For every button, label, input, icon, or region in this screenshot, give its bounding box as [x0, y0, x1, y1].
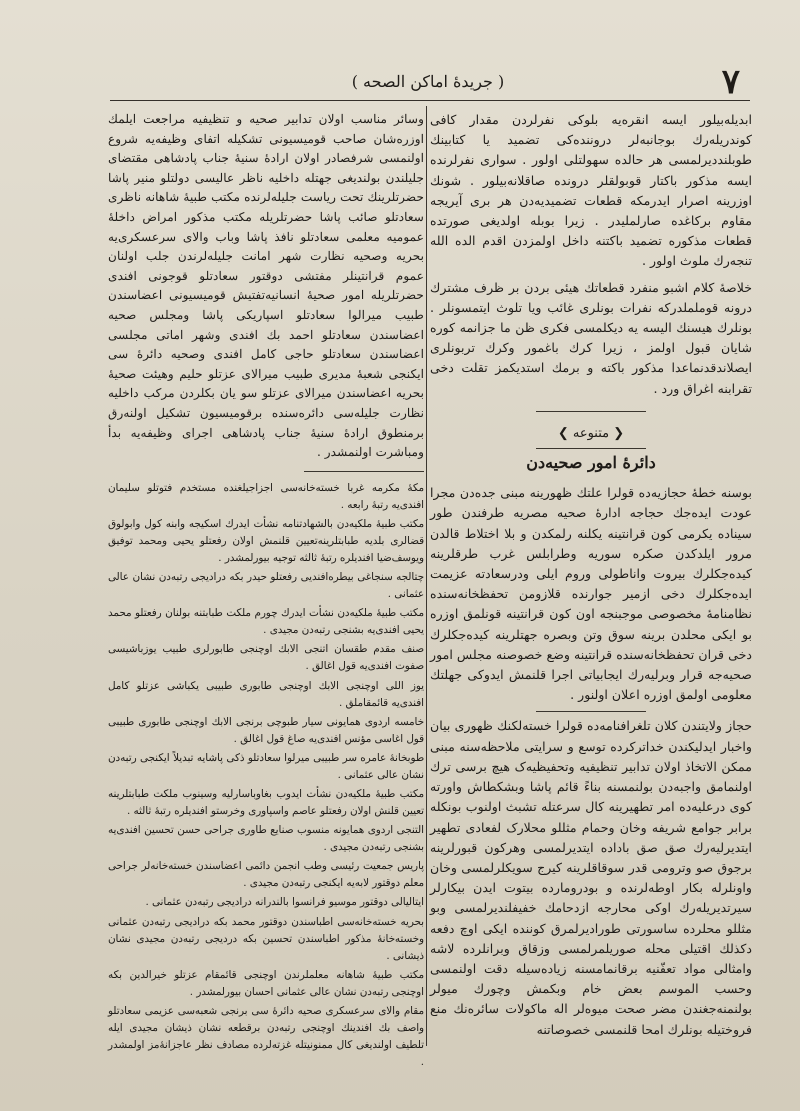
right-column	[430, 110, 752, 1040]
page-number: ٧	[721, 62, 740, 102]
appointment-item: مقام والای سرعسکری صحیه دائرهٔ سی برنجی شعبه‌سی عزیمی سعادتلو واصف بك افندینك اوچنجی رتبه‌دن برقطعه نشان ذیشان مجیدی ایله تلطیف اولندیغی کال ممنونیتله غزته‌لرده مصادف نظر عاجزانهٔ‌مز اولمشدر .	[108, 1004, 424, 1069]
appointment-item: طوبخانهٔ عامره سر طبیبی میرلوا سعادتلو ذکی پاشایه تبدیلاً ایکنجی رتبه‌دن نشان عالی عثمانی .	[108, 751, 424, 781]
header-rule	[110, 100, 750, 101]
appointment-item: التنجی اردوی همایونه منسوب صنایع طاوری جراحی حسن تحسین افندی‌یه بشنجی رتبه‌دن مجیدی .	[108, 824, 424, 854]
appointment-item: پاریس جمعیت رئیسی وطب انجمن دائمی اعضاسندن خسته‌خانه‌لر جراحی معلم دوقتور لابه‌یه ایکنجی رتبه‌دن مجیدی .	[108, 860, 424, 890]
appointment-item: مکتب طبیهٔ شاهانه معلملرندن اوچنجی قائمقام عزتلو خیرالدین بکه اوچنجی رتبه‌دن نشان عالی عثمانی احسان بیورلمشدر .	[108, 968, 424, 998]
appointment-item: مکتب طبیهٔ ملکیه‌دن بالشهادتنامه نشأت ایدرك اسکیجه وابنه کول وابولوق قضالری بلدیه طبابتلرینه‌تعیین قلنمش اولان رفعتلو یحیی ومحمد توفیق ویوسف‌ضیا افندیلره رتبهٔ ثالثه توجیه بیورلمشدر .	[108, 517, 424, 564]
section-rule-top	[536, 411, 646, 412]
appointment-item: مکهٔ مکرمه غربا خسته‌خانه‌سی اجزاجیلغنده مستخدم فتوتلو سلیمان افندی‌یه رتبهٔ رابعه .	[108, 481, 424, 511]
newspaper-title: ( جريدهٔ اماکن الصحه )	[351, 72, 505, 91]
section-ornament: ❮ متنوعه ❯	[557, 425, 625, 441]
section-heading: دائرهٔ امور صحیه‌دن	[526, 453, 656, 473]
appointment-item: صنف مقدم طقسان اتنجی الابك اوچنجی طابورلری طبیب یوزباشیسی صفوت افندی‌یه قول اغالق .	[108, 643, 424, 673]
appointment-item: خامسه اردوی همایونی سیار طبوچی برنجی الابك اوچنجی طابوری طبیبی قول اغاسی مؤنس افندی‌یه صاغ قول اغالق .	[108, 715, 424, 745]
appointment-item: مکتب طبیهٔ ملکیه‌دن نشأت ایدوب بغاوباسارلیه وسینوب ملکت طبابتلرینه تعیین قلنش اولان رفعتلو عاصم واسپاوری وخرستو افندیلره رتبهٔ ثالثه .	[108, 788, 424, 818]
appointment-item: بحریه خسته‌خانه‌سی اطباسندن دوقتور محمد بکه درادیجی رتبه‌دن عثمانی وخسته‌خانهٔ مذکور اطباسندن تحسین بکه دردیجی رتبه‌دن مجیدی نشان ذیشانی .	[108, 915, 424, 962]
appointment-item: چتالجه سنجاغی بیطره‌افندیی رفعتلو حیدر بکه درادیجی رتبه‌دن نشان عالی عثمانی .	[108, 571, 424, 601]
column-divider	[426, 106, 427, 1046]
appointment-item: یوز اللی اوچنجی الابك اوچنجی طابوری طبیبی یکباشی عزتلو کامل افندی‌یه قائمقاملق .	[108, 679, 424, 709]
commission-paragraph: وسائر مناسب اولان تدابیر صحیه و تنظیفیه مراجعت ایلمك اوزره‌شان صاحب قومیسیونی تشکیله اتفای وظیفه‌یه شروع اولنمسی شرفصادر اولان ارادهٔ سنیهٔ جناب پادشاهی مقتضای جلیلندن بولندیغی جهتله داخلیه ناظر عالیسی دولتلو منیر پاشا حضرتلرینك تحت ریاست جلیله‌لرنده مکتب طبیهٔ شاهانه ناظری سعادتلو صائب پاشا حضرتلریله مکتب مذکور امراض داخلهٔ عمومیه معلمی سعادتلو نافذ پاشا وباب والای سرعسکری‌یه بحریه وصحیه نظارت شهر امانت جلیله‌لرندن جلب اولنان عموم قرانتینلر مفتشی دوقتور سعادتلو قوجونی افندی حضرتلریله امور صحیهٔ انسانیه‌تفتیش قومیسیونی اعضاسندن طبیب میرالوا سعادتلو اسپاریکی پاشا ومجلس صحیه اعضاسندن سعادتلو احمد بك افندی وشهر اماتی مجلسی اعضاسندن سعادتلو حاجی کامل افندی وصحیه دائرهٔ سی ایکنجی شعبهٔ مدیری طبیب میرالای عزتلو حلیم وهیئت صحیهٔ بحریه اعضاسندن میرالای عزتلو سو یان بکلردن مرکب داخلیه نظارت جلیله‌سی دائره‌سنده برقومیسیون تشکیل اولنه‌رق برمنطوق ارادهٔ سنیهٔ جناب پادشاهی اجرای وظیفه‌یه بدأ ومباشرت اولنمشدر .	[108, 112, 424, 460]
hijaz-cholera-paragraph: حجاز ولایتندن کلان تلغرافنامه‌ده قولرا خسته‌لکنك ظهوری بیان واخبار ایدلیکندن خداترکرده توسع و سرایتی ملاحظه‌سنه مبنی ممکن الاتخاذ اولان تدابیر تنظیفیه وتحفیظیه‌ک هیچ برسی ترك اولنمامق واجبه‌دن بولنمسنه بناءً قائم پاشا وبشکطاش واورته کوی درعلیه‌ده امر تطهیرینه کال سرعتله تشبث اولنوب بونکله برابر جوامع شریفه وخان وحمام مثللو محلارک لفعادی تطهیر ایتدیرلیه‌رك صق صق باداده ایتدیرلمسی وهرکون قبورلرینه برجوق صو وترومی قدر سوقاقلرینه کیرج سویکلرلمسی وخان واونلرله بکار اوطه‌لرنده و بودرومارده بیتوت ایدن بیکارلر سیرتدیریله‌رك اوکی محارجه ازدحامك خفیفلندیرلمسی وبو مثللو محلرده ساسورتی طورادیرلمرق کوننده ایکی اوچ دفعه دکذلك اقتیلی محله صوریلمرلمسی وزقاق وبرانلرده لاشه وامثالی مواد تعفّنیه برقانمامسنه زیاده‌سیله دقت اولنمسی وحسب الموسم بعض خام وبکمش وچورك میولر بولنمنه‌جغندن مضر صحت میوه‌لر اله ماکولات سائره‌نك منع فروختیله بونلرك امحا قلنمسی خصوصاتنه	[430, 718, 752, 1037]
appointment-item: مکتب طبیهٔ ملکیه‌دن نشأت ایدرك چورم ملکت طبابتنه بولنان رفعتلو محمد یحیی افندی‌یه بشنجی رتبه‌دن مجیدی .	[108, 607, 424, 637]
announcement-divider	[536, 711, 646, 712]
page-header	[108, 62, 748, 102]
intro-paragraph-1: ابدیله‌بیلور ایسه انقره‌یه بلوکی نفرلردن مقدار کافی کوندریله‌رك بوجانبه‌لر دروننده‌کی تضمید یا کتابینك طوبلنددیرلمسی هر حالده سهولتلی اولور . سواری نفرلرنده ایسه مذکور باکتار قوبولقلر درونده صاقلانه‌بیلور . شونك اوزرینه اصرار ایدرمکه قطعات تضمیدیه‌دن هر بری آیریجه مقاوم برکاغده صارلملیدر . زیرا بوبله اولدیغی صورتده قطعات مذکوره تضمید باکتنه داخل اولمزدن اقدم الده الله تنجه‌رك ملوث اولور .	[430, 112, 752, 269]
appointments-list	[108, 480, 424, 1072]
announcement-paragraph: بوسنه خطهٔ حجازیه‌ده قولرا علتك ظهورینه مبنی جده‌دن مجرا عودت ایده‌جك حجاجه ادارهٔ صحیه مصریه طرفندن طور سیناده یکرمی کون قرانتینه یکلنه رلمکدن و بلا اختلاط قالدن مرور ایلدکدن صکره سوریه وطرابلس غرب طرقلرینه کیده‌جکلرك بیروت واناطولی وروم ایلی ودرسعادته عزیمت ایده‌جکلرك دخی ازمیر جوارنده قلازومن تحفظخانه‌سنده نظامنامهٔ مخصوصی موجبنجه اون کون قرانتینه قونلمق اوزره بو ایکی محلدن برینه سوق وتن وبصره جهتلرینه کیده‌جکلرك دخی قران تحفظخانه‌سنده قرانتینه وضع خصوصنه مجلس امور صحیه‌جه قرار وبرلیه‌رك ایجابیاتی اجرا قلنمش ایدوکی جهلتك معلومی اولمق اوزره اعلان اولنور .	[430, 485, 752, 703]
left-column	[108, 110, 424, 1073]
section-rule-bottom	[536, 448, 646, 449]
appointment-item: ایتالیالی دوقتور موسیو فرانسوا بالندرانه درادیجی رتبه‌دن عثمانی .	[145, 896, 424, 909]
intro-paragraph-2: خلاصهٔ کلام اشبو منفرد قطعاتك هیئی بردن بر ظرف مشترك درونه قوململدرکه نفرات بونلری غائب ویا تلوث ایتمسونلر . بونلرك هیسنك الیسه یه دیکلمسی فکری ظن ما جزانمه کوره شایان قبول اولمز ، زیرا کرك باغمور وکرك تربونلری ایصلاندقدنماعدا مذکور باکته و برمك استدیکمز تقلت دخی تقرابنه اغراق ورد .	[430, 279, 752, 396]
footnote-rule	[304, 471, 424, 472]
